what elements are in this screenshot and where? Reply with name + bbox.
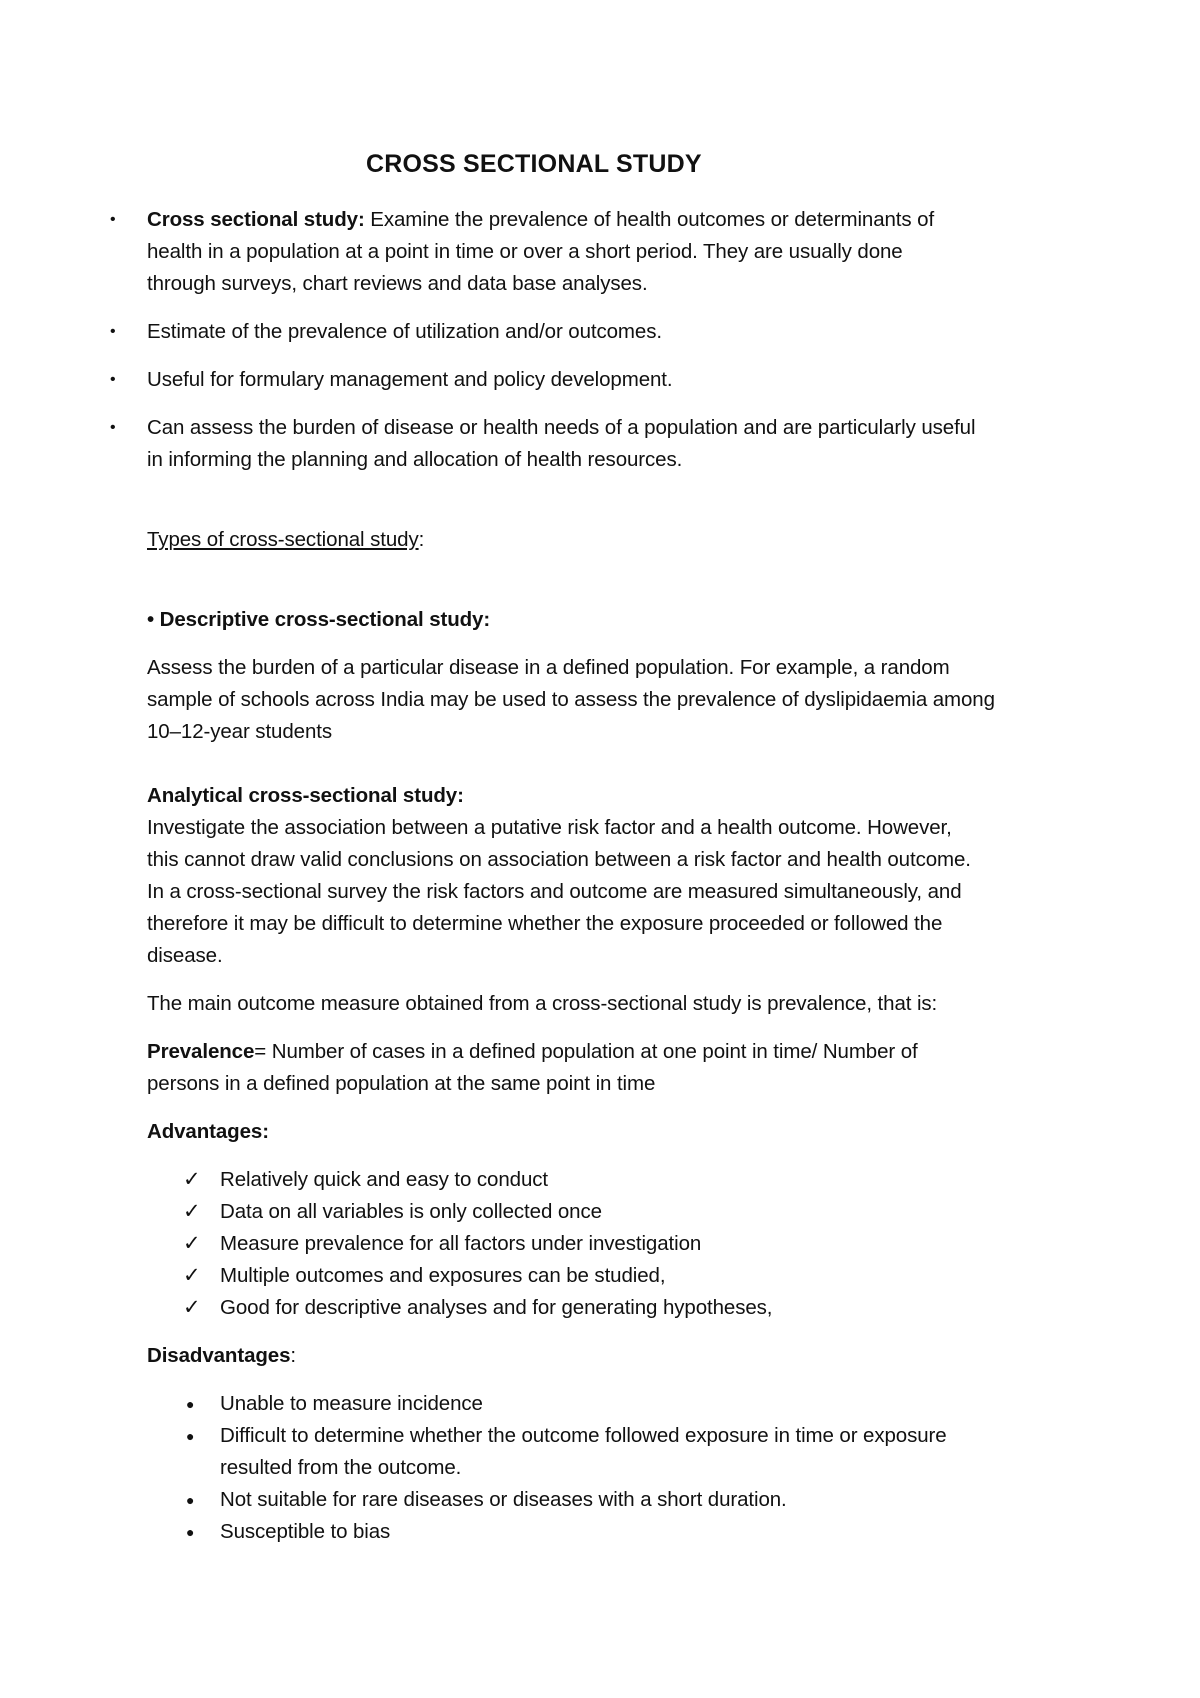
descriptive-line-3: 10–12-year students xyxy=(147,720,333,743)
types-heading xyxy=(147,524,424,556)
advantage-item: Relatively quick and easy to conduct xyxy=(220,1168,549,1191)
bullet-marker: • xyxy=(110,323,116,340)
bullet-marker: • xyxy=(110,371,116,388)
bullet-marker: ● xyxy=(186,1492,195,1508)
intro-bullet-2: Estimate of the prevalence of utilization and/or outcomes. xyxy=(147,320,662,343)
types-heading-text: Types of cross-sectional study xyxy=(147,528,419,551)
analytical-line-3: In a cross-sectional survey the risk factors and outcome are measured simultaneously, and xyxy=(147,880,962,903)
intro-bullet-4-line-2: in informing the planning and allocation of health resources. xyxy=(147,448,683,471)
descriptive-line-2: sample of schools across India may be used to assess the prevalence of dyslipidaemia among xyxy=(147,688,995,711)
check-icon: ✓ xyxy=(183,1296,201,1319)
term-prevalence: Prevalence xyxy=(147,1040,255,1063)
prevalence-line-2: persons in a defined population at the same point in time xyxy=(147,1072,656,1095)
outcome-measure-text: The main outcome measure obtained from a cross-sectional study is prevalence, that is: xyxy=(147,992,938,1015)
disadvantage-item-continued: resulted from the outcome. xyxy=(220,1456,462,1479)
disadvantage-item: Unable to measure incidence xyxy=(220,1392,483,1415)
prevalence-line-1 xyxy=(147,1036,918,1068)
descriptive-line-1: Assess the burden of a particular disease in a defined population. For example, a random xyxy=(147,656,950,679)
disadvantages-heading xyxy=(147,1340,296,1372)
disadvantage-item: Difficult to determine whether the outcome followed exposure in time or exposure xyxy=(220,1424,947,1447)
advantage-item: Multiple outcomes and exposures can be studied, xyxy=(220,1264,666,1287)
bullet-marker: ● xyxy=(186,1524,195,1540)
disadvantage-item: Not suitable for rare diseases or diseases with a short duration. xyxy=(220,1488,787,1511)
descriptive-heading: • Descriptive cross-sectional study: xyxy=(147,608,491,631)
advantage-item: Data on all variables is only collected once xyxy=(220,1200,602,1223)
bullet-marker: • xyxy=(110,419,116,436)
analytical-line-5: disease. xyxy=(147,944,223,967)
intro-bullet-1-line-2: health in a population at a point in time or over a short period. They are usually done xyxy=(147,240,903,263)
analytical-heading: Analytical cross-sectional study: xyxy=(147,784,464,807)
check-icon: ✓ xyxy=(183,1200,201,1223)
disadvantages-heading-colon: : xyxy=(290,1344,297,1367)
bullet-marker: ● xyxy=(186,1396,195,1412)
intro-bullet-4-line-1: Can assess the burden of disease or health needs of a population and are particularly useful xyxy=(147,416,976,439)
bullet-marker: ● xyxy=(186,1428,195,1444)
disadvantages-heading-text: Disadvantages xyxy=(147,1344,291,1367)
analytical-line-4: therefore it may be difficult to determine whether the exposure proceeded or followed the xyxy=(147,912,943,935)
bullet-marker: • xyxy=(110,211,116,228)
advantage-item: Measure prevalence for all factors under investigation xyxy=(220,1232,702,1255)
check-icon: ✓ xyxy=(183,1232,201,1255)
intro-bullet-1-text: Examine the prevalence of health outcomes or determinants of xyxy=(364,208,935,231)
check-icon: ✓ xyxy=(183,1264,201,1287)
analytical-line-2: this cannot draw valid conclusions on association between a risk factor and health outcome. xyxy=(147,848,971,871)
disadvantage-item: Susceptible to bias xyxy=(220,1520,391,1543)
check-icon: ✓ xyxy=(183,1168,201,1191)
analytical-line-1: Investigate the association between a putative risk factor and a health outcome. However, xyxy=(147,816,952,839)
term-cross-sectional-study: Cross sectional study: xyxy=(147,208,365,231)
advantages-heading: Advantages: xyxy=(147,1120,269,1143)
advantage-item: Good for descriptive analyses and for generating hypotheses, xyxy=(220,1296,773,1319)
prevalence-formula: = Number of cases in a defined population at one point in time/ Number of xyxy=(254,1040,918,1063)
page-title: CROSS SECTIONAL STUDY xyxy=(366,150,702,178)
intro-bullet-3: Useful for formulary management and policy development. xyxy=(147,368,673,391)
intro-bullet-1-line-3: through surveys, chart reviews and data base analyses. xyxy=(147,272,648,295)
intro-bullet-1-line-1 xyxy=(147,204,934,236)
types-heading-colon: : xyxy=(418,528,425,551)
